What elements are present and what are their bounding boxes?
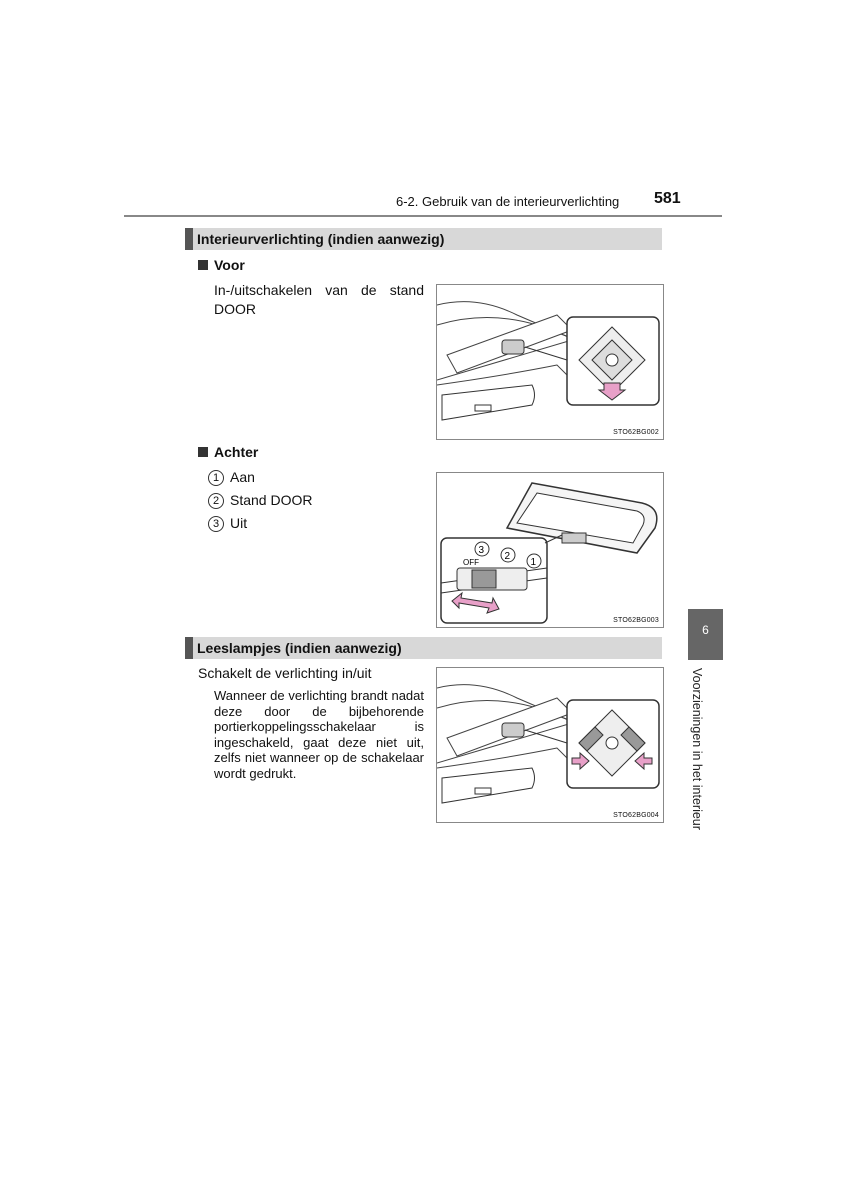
page-number: 581 xyxy=(654,190,681,207)
chapter-header: 6-2. Gebruik van de interieurverlichting xyxy=(396,194,620,209)
section-title-bar xyxy=(185,228,662,250)
chapter-tab xyxy=(688,609,723,660)
rear-item-1: 1 Aan xyxy=(208,468,255,487)
square-bullet-icon xyxy=(198,447,208,457)
figure-code: STO62BG003 xyxy=(613,617,659,624)
chapter-tab-number: 6 xyxy=(702,623,709,637)
subheading-front: Voor xyxy=(198,257,245,273)
reading-light-intro: Schakelt de verlichting in/uit xyxy=(198,665,372,681)
square-bullet-icon xyxy=(198,260,208,270)
reading-light-illustration xyxy=(437,668,663,822)
front-description: In-/uitschakelen van de stand DOOR xyxy=(214,282,424,317)
front-console-illustration xyxy=(437,285,663,439)
figure-front-light xyxy=(436,284,664,440)
svg-text:1: 1 xyxy=(530,557,537,568)
rear-item-3: 3 Uit xyxy=(208,514,247,533)
figure-code: STO62BG004 xyxy=(613,812,659,819)
reading-light-note: Wanneer de verlichting brandt nadat deze door de bijbehorende portierkoppelingsschakelaar is ingeschakeld, gaat deze niet uit, zelfs niet wanneer op de schakelaar wordt gedrukt. xyxy=(214,688,424,781)
section-title: Interieurverlichting (indien aanwezig) xyxy=(197,231,445,247)
section-title-bar xyxy=(185,637,662,659)
section-title: Leeslampjes (indien aanwezig) xyxy=(197,640,402,656)
header-rule xyxy=(124,215,722,217)
figure-code: STO62BG002 xyxy=(613,429,659,436)
rear-item-2: 2 Stand DOOR xyxy=(208,491,312,510)
svg-text:2: 2 xyxy=(504,551,511,562)
rear-light-illustration xyxy=(437,473,663,627)
subheading-rear: Achter xyxy=(198,444,258,460)
figure-reading-lights xyxy=(436,667,664,823)
figure-rear-light xyxy=(436,472,664,628)
chapter-side-label: Voorzieningen in het interieur xyxy=(690,668,704,830)
off-label: OFF xyxy=(463,558,479,567)
svg-text:3: 3 xyxy=(478,545,485,556)
